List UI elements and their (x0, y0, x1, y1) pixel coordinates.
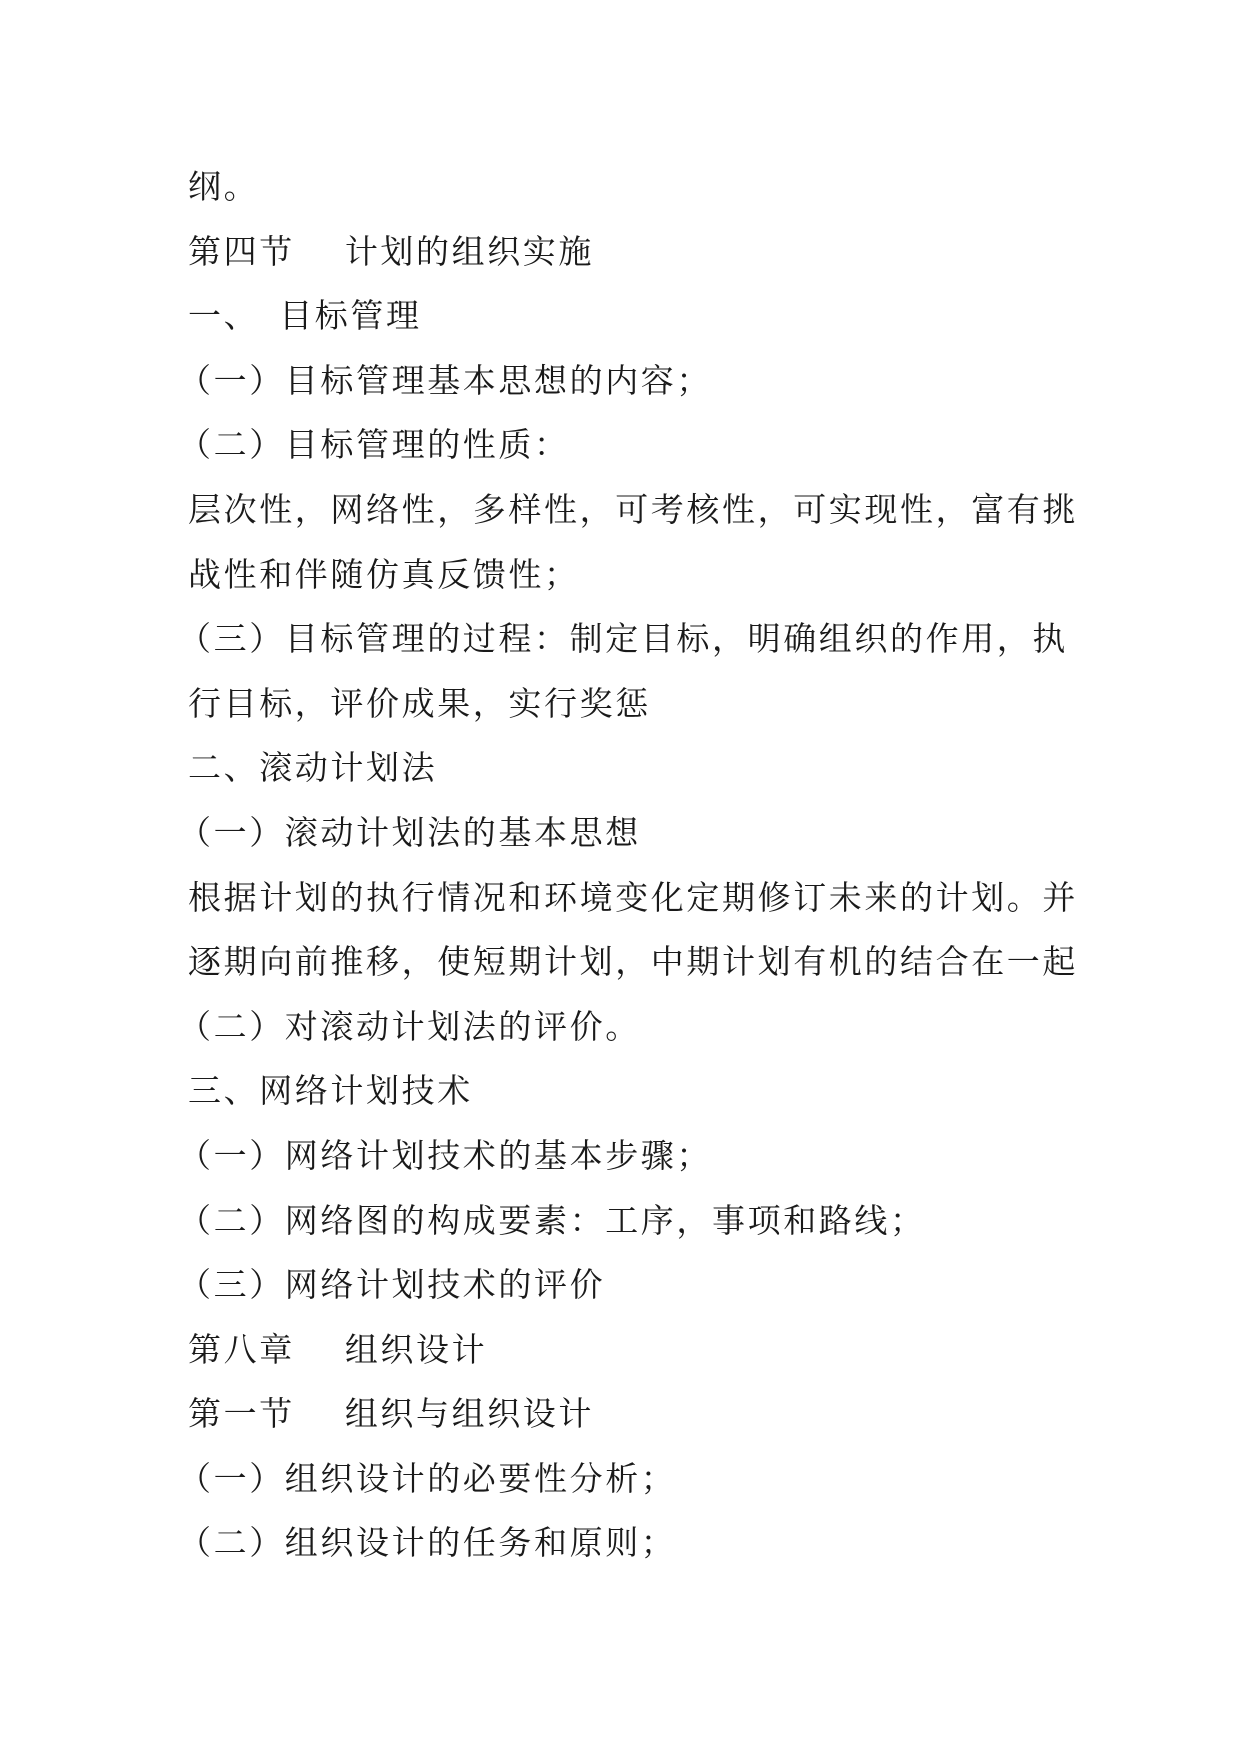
text-line (188, 543, 1088, 608)
line-text: 二、滚动计划法 (188, 748, 438, 788)
chapter-heading (188, 1318, 1088, 1383)
text-line (178, 995, 1088, 1060)
section-heading (188, 1382, 1088, 1447)
text-line (188, 478, 1088, 543)
text-line (188, 866, 1088, 931)
subsection-number: 一、 (188, 296, 260, 336)
line-text: （二）对滚动计划法的评价。 (178, 1006, 641, 1046)
line-text: （一）滚动计划法的基本思想 (178, 812, 641, 852)
section-number: 第四节 (188, 231, 295, 271)
text-line (178, 1124, 1088, 1189)
document-body (178, 155, 1088, 1576)
line-text: （三）网络计划技术的评价 (178, 1265, 606, 1305)
subsection-heading (188, 736, 1088, 801)
line-text: 逐期向前推移，使短期计划，中期计划有机的结合在一起 (188, 942, 1078, 982)
subsection-title: 目标管理 (279, 296, 422, 336)
line-text: （三）目标管理的过程：制定目标，明确组织的作用，执 (178, 619, 1068, 659)
text-line (178, 607, 1088, 672)
chapter-number: 第八章 (188, 1329, 295, 1369)
line-text: 行目标，评价成果，实行奖惩 (188, 683, 651, 723)
line-text: （二）网络图的构成要素：工序，事项和路线； (178, 1200, 926, 1240)
section-title: 组织与组织设计 (344, 1394, 595, 1434)
text-line (178, 1189, 1088, 1254)
text-line (178, 1447, 1088, 1512)
line-text: （一）目标管理基本思想的内容； (178, 360, 712, 400)
text-line (188, 672, 1088, 737)
line-text: （二）组织设计的任务和原则； (178, 1523, 677, 1563)
line-text: （一）组织设计的必要性分析； (178, 1458, 677, 1498)
text-line (178, 1511, 1088, 1576)
line-text: 层次性，网络性，多样性，可考核性，可实现性，富有挑 (188, 489, 1078, 529)
line-text: 战性和伴随仿真反馈性； (188, 554, 580, 594)
line-text: 根据计划的执行情况和环境变化定期修订未来的计划。并 (188, 877, 1078, 917)
text-line (178, 1253, 1088, 1318)
text-line (178, 801, 1088, 866)
section-number: 第一节 (188, 1394, 295, 1434)
line-text: 纲。 (188, 167, 260, 206)
text-line (178, 413, 1088, 478)
line-text: 三、网络计划技术 (188, 1071, 473, 1111)
text-line (188, 155, 1088, 220)
section-heading (188, 220, 1088, 285)
text-line (188, 930, 1088, 995)
subsection-heading (188, 1059, 1088, 1124)
chapter-title: 组织设计 (344, 1329, 488, 1369)
line-text: （二）目标管理的性质： (178, 425, 570, 465)
line-text: （一）网络计划技术的基本步骤； (178, 1135, 712, 1175)
section-title: 计划的组织实施 (344, 231, 595, 271)
text-line (178, 349, 1088, 414)
subsection-heading (188, 284, 1088, 349)
